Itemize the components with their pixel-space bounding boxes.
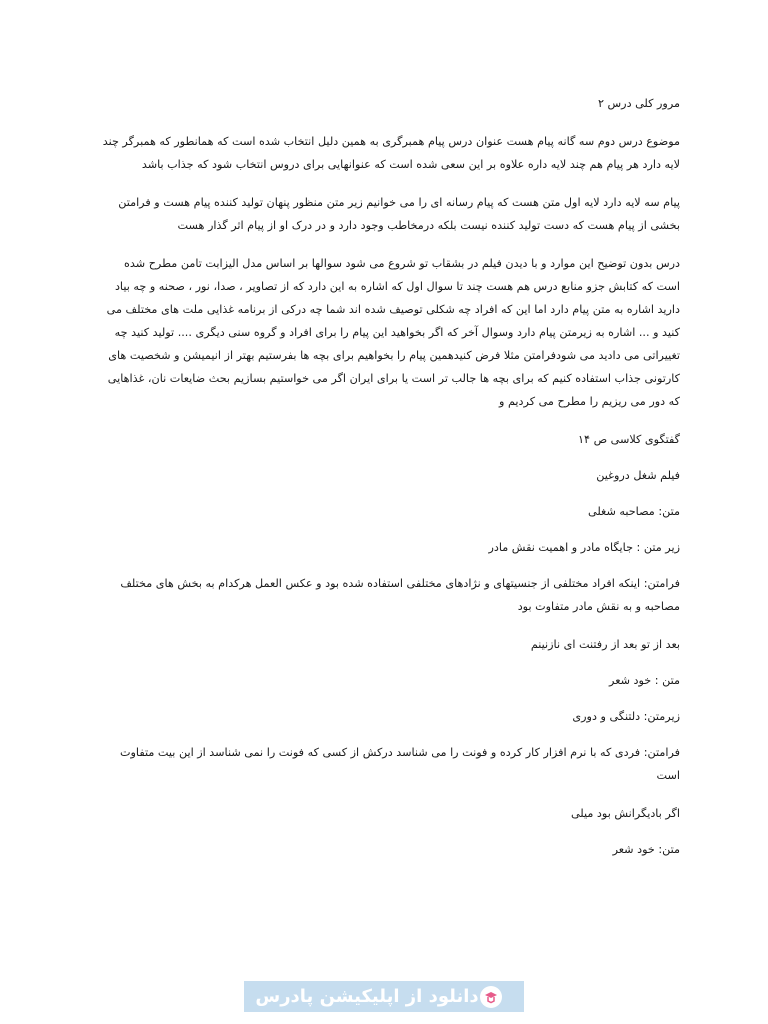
- paragraph-14: اگر بادیگرانش بود میلی: [570, 807, 680, 820]
- paragraph-2: موضوع درس دوم سه گانه پیام هست عنوان درس پیام همبرگری به همین دلیل انتخاب شده است که همانطور که همبرگر چند لایه دارد هر پیام هم چند لایه داره علاوه بر این سعی شده است که عنوانهایی برای دروس انتخاب شود که جذاب باشد: [102, 135, 680, 171]
- banner-text: دانلود از اپلیکیشن پادرس: [255, 986, 479, 1007]
- paragraph-3: پیام سه لایه دارد لایه اول متن هست که پیام رسانه ای را می خوانیم زیر متن منظور پنهان تولید کننده پیام هست و فرامتن بخشی از پیام هست که دست تولید کننده نیست بلکه درمخاطب وجود دارد و در درک او از پیام اثر گذار هست: [118, 196, 680, 232]
- document-body: [98, 92, 680, 874]
- download-banner[interactable]: [244, 981, 524, 1012]
- paragraph-8: زیر متن : جایگاه مادر و اهمیت نقش مادر: [488, 541, 680, 554]
- padars-logo-icon: [479, 985, 503, 1009]
- paragraph-5: گفتگوی کلاسی ص ۱۴: [577, 433, 680, 446]
- paragraph-10: بعد از تو بعد از رفتنت ای نازنینم: [530, 638, 680, 651]
- paragraph-12: زیرمتن: دلتنگی و دوری: [572, 710, 680, 723]
- paragraph-13: فرامتن: فردی که با نرم افزار کار کرده و فونت را می شناسد درکش از کسی که فونت را نمی شناسد از این بیت متفاوت است: [119, 746, 680, 782]
- paragraph-4: درس بدون توضیح این موارد و با دیدن فیلم در بشقاب تو شروع می شود سوالها بر اساس مدل الیزابت تامن مطرح شده است که کتابش جزو منابع درس هم هست چند تا سوال اول که اشاره به این دارد که از تصاویر ، صدا، نور ، صحنه و چه بیاد دارید اشاره به متن پیام دارد اما این که افراد چه شکلی توصیف شده اند شما چه درکی از برنامه غذایی ملت های مختلف می کنید و ... اشاره به زیرمتن پیام دارد وسوال آخر که اگر بخواهید این پیام را برای افراد و گروه سنی دیگری .... تولید کنید چه تغییراتی می دادید می شودفرامتن مثلا فرض کنیدهمین پیام را بخواهیم برای بچه ها بفرستیم بهتر از انیمیشن و شخصیت های کارتونی جذاب استفاده کنیم که برای بچه ها جالب تر است یا برای ایران اگر می خواستیم بسازیم بحث ضایعات نان، غذاهایی که دور می ریزیم را مطرح می کردیم و: [106, 257, 680, 408]
- paragraph-7: متن: مصاحبه شغلی: [588, 505, 680, 518]
- paragraph-6: فیلم شغل دروغین: [596, 469, 680, 482]
- paragraph-9: فرامتن: اینکه افراد مختلفی از جنسیتهای و نژادهای مختلفی استفاده شده بود و عکس العمل هرکدام به بخش های مختلف مصاحبه و به نقش مادر متفاوت بود: [120, 577, 680, 613]
- paragraph-15: متن: خود شعر: [612, 843, 680, 856]
- paragraph-11: متن : خود شعر: [609, 674, 680, 687]
- paragraph-1: مرور کلی درس ۲: [597, 97, 680, 110]
